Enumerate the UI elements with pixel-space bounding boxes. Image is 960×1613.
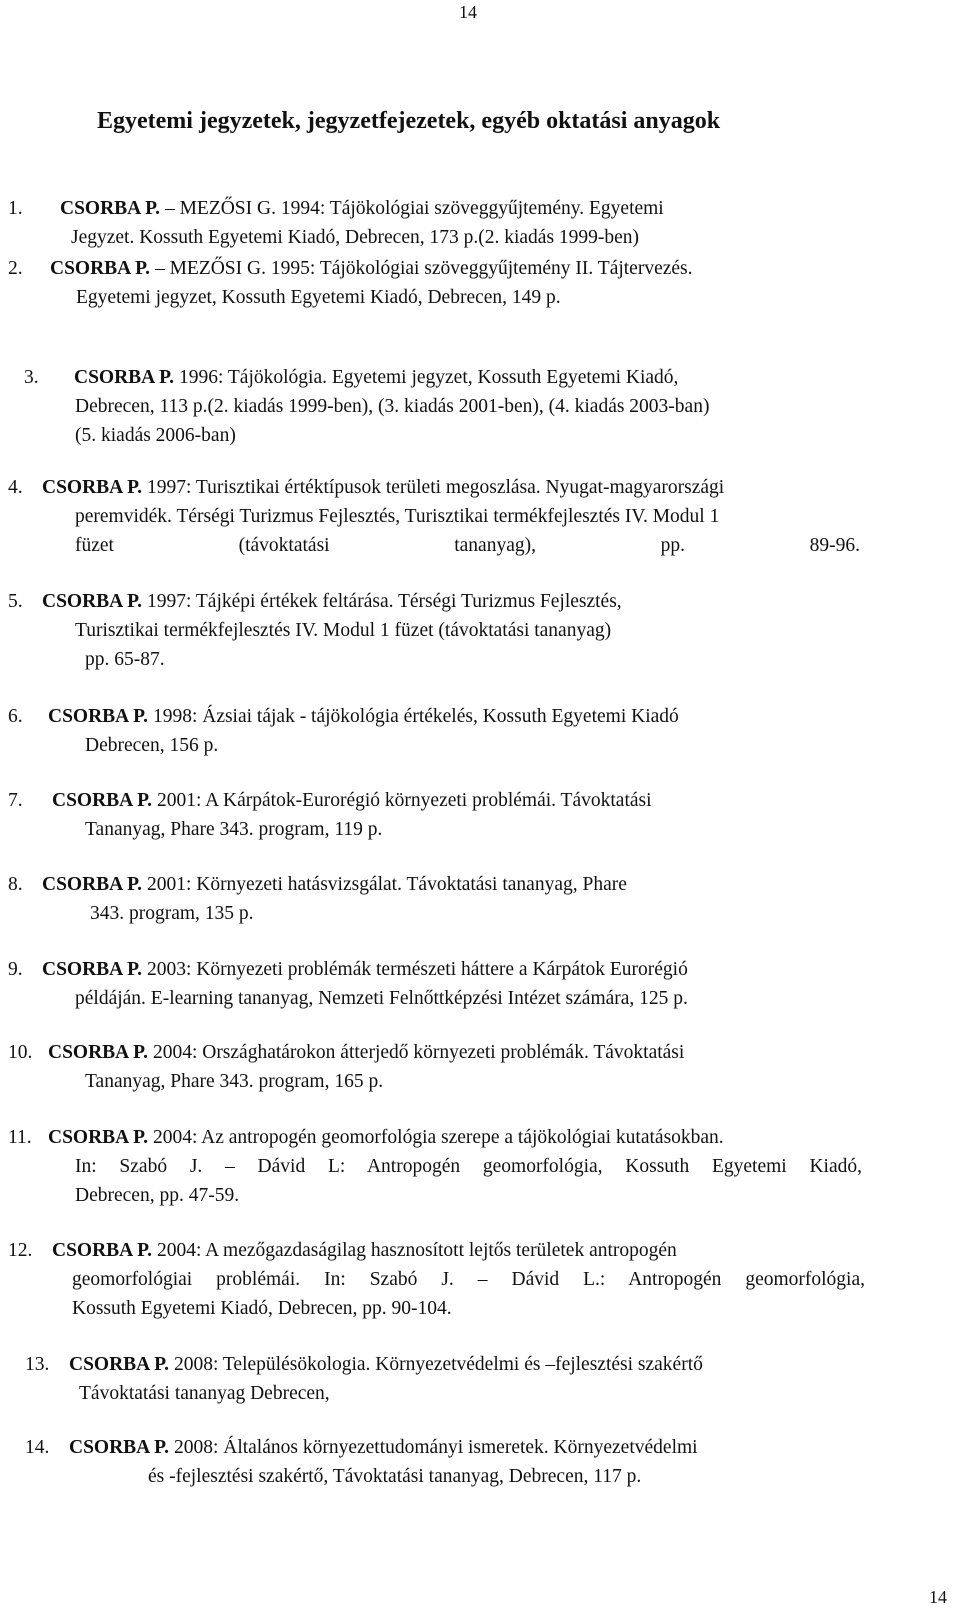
reference-line: Debrecen, 156 p.	[85, 735, 219, 756]
section-heading: Egyetemi jegyzetek, jegyzetfejezetek, egyéb oktatási anyagok	[97, 108, 721, 134]
reference-author: CSORBA P.	[52, 790, 153, 811]
reference-line: Jegyzet. Kossuth Egyetemi Kiadó, Debrecen, 173 p.(2. kiadás 1999-ben)	[71, 227, 640, 248]
reference-line: CSORBA P. 2003: Környezeti problémák természeti háttere a Kárpátok Eurorégió	[42, 959, 688, 980]
reference-number: 1.	[8, 198, 23, 219]
reference-line: Kossuth Egyetemi Kiadó, Debrecen, pp. 90-104.	[72, 1298, 452, 1319]
reference-author: CSORBA P.	[48, 1127, 149, 1148]
reference-line: CSORBA P. 2008: Általános környezettudományi ismeretek. Környezetvédelmi	[69, 1437, 698, 1458]
reference-number: 13.	[25, 1354, 50, 1375]
reference-number: 11.	[8, 1127, 32, 1148]
reference-number: 2.	[8, 258, 23, 279]
reference-line: geomorfológiai problémái. In: Szabó J. – Dávid L.: Antropogén geomorfológia,	[72, 1269, 865, 1290]
reference-number: 4.	[8, 477, 23, 498]
reference-author: CSORBA P.	[69, 1437, 170, 1458]
reference-line: (5. kiadás 2006-ban)	[75, 425, 236, 446]
reference-line: CSORBA P. – MEZŐSI G. 1994: Tájökológiai szöveggyűjtemény. Egyetemi	[60, 198, 664, 219]
reference-line: Egyetemi jegyzet, Kossuth Egyetemi Kiadó, Debrecen, 149 p.	[76, 287, 561, 308]
reference-author: CSORBA P.	[48, 1042, 149, 1063]
reference-line: Tananyag, Phare 343. program, 165 p.	[85, 1071, 384, 1092]
reference-line: CSORBA P. 2004: A mezőgazdaságilag hasznosított lejtős területek antropogén	[52, 1240, 677, 1261]
reference-line: példáján. E-learning tananyag, Nemzeti Felnőttképzési Intézet számára, 125 p.	[75, 988, 688, 1009]
reference-line: CSORBA P. 1996: Tájökológia. Egyetemi jegyzet, Kossuth Egyetemi Kiadó,	[74, 367, 679, 388]
reference-author: CSORBA P.	[42, 959, 143, 980]
reference-line: CSORBA P. 2008: Településökologia. Környezetvédelmi és –fejlesztési szakértő	[69, 1354, 703, 1375]
reference-author: CSORBA P.	[69, 1354, 170, 1375]
reference-line: Debrecen, 113 p.(2. kiadás 1999-ben), (3. kiadás 2001-ben), (4. kiadás 2003-ban)	[75, 396, 710, 417]
reference-line: füzet (távoktatási tananyag), pp. 89-96.	[75, 535, 860, 556]
reference-line: Távoktatási tananyag Debrecen,	[79, 1383, 330, 1404]
reference-line: peremvidék. Térségi Turizmus Fejlesztés, Turisztikai termékfejlesztés IV. Modul 1	[75, 506, 720, 527]
reference-line: CSORBA P. 1998: Ázsiai tájak - tájökológia értékelés, Kossuth Egyetemi Kiadó	[48, 706, 679, 727]
reference-author: CSORBA P.	[52, 1240, 153, 1261]
reference-number: 6.	[8, 706, 23, 727]
reference-author: CSORBA P.	[50, 258, 151, 279]
reference-line: CSORBA P. 2001: A Kárpátok-Eurorégió környezeti problémái. Távoktatási	[52, 790, 652, 811]
reference-line: 343. program, 135 p.	[90, 903, 254, 924]
reference-line: CSORBA P. – MEZŐSI G. 1995: Tájökológiai szöveggyűjtemény II. Tájtervezés.	[50, 258, 693, 279]
reference-line: CSORBA P. 1997: Turisztikai értéktípusok területi megoszlása. Nyugat-magyarországi	[42, 477, 725, 498]
reference-line: Turisztikai termékfejlesztés IV. Modul 1 füzet (távoktatási tananyag)	[75, 620, 612, 641]
reference-author: CSORBA P.	[42, 591, 143, 612]
page-number-bottom: 14	[929, 1587, 947, 1607]
reference-line: In: Szabó J. – Dávid L: Antropogén geomorfológia, Kossuth Egyetemi Kiadó,	[75, 1156, 862, 1177]
reference-author: CSORBA P.	[60, 198, 161, 219]
reference-number: 8.	[8, 874, 23, 895]
reference-author: CSORBA P.	[48, 706, 149, 727]
reference-number: 3.	[24, 367, 39, 388]
reference-number: 9.	[8, 959, 23, 980]
reference-author: CSORBA P.	[74, 367, 175, 388]
reference-author: CSORBA P.	[42, 477, 143, 498]
reference-line: Tananyag, Phare 343. program, 119 p.	[85, 819, 383, 840]
reference-line: pp. 65-87.	[85, 649, 165, 670]
reference-number: 12.	[8, 1240, 33, 1261]
reference-line: és -fejlesztési szakértő, Távoktatási tananyag, Debrecen, 117 p.	[148, 1466, 642, 1487]
reference-number: 10.	[8, 1042, 33, 1063]
reference-number: 7.	[8, 790, 23, 811]
reference-line: CSORBA P. 2004: Az antropogén geomorfológia szerepe a tájökológiai kutatásokban.	[48, 1127, 724, 1148]
page-number-top: 14	[459, 2, 477, 22]
reference-author: CSORBA P.	[42, 874, 143, 895]
reference-number: 5.	[8, 591, 23, 612]
reference-line: CSORBA P. 2004: Országhatárokon átterjedő környezeti problémák. Távoktatási	[48, 1042, 685, 1063]
reference-line: CSORBA P. 2001: Környezeti hatásvizsgálat. Távoktatási tananyag, Phare	[42, 874, 627, 895]
reference-line: Debrecen, pp. 47-59.	[75, 1185, 240, 1206]
reference-number: 14.	[25, 1437, 50, 1458]
reference-line: CSORBA P. 1997: Tájképi értékek feltárása. Térségi Turizmus Fejlesztés,	[42, 591, 622, 612]
